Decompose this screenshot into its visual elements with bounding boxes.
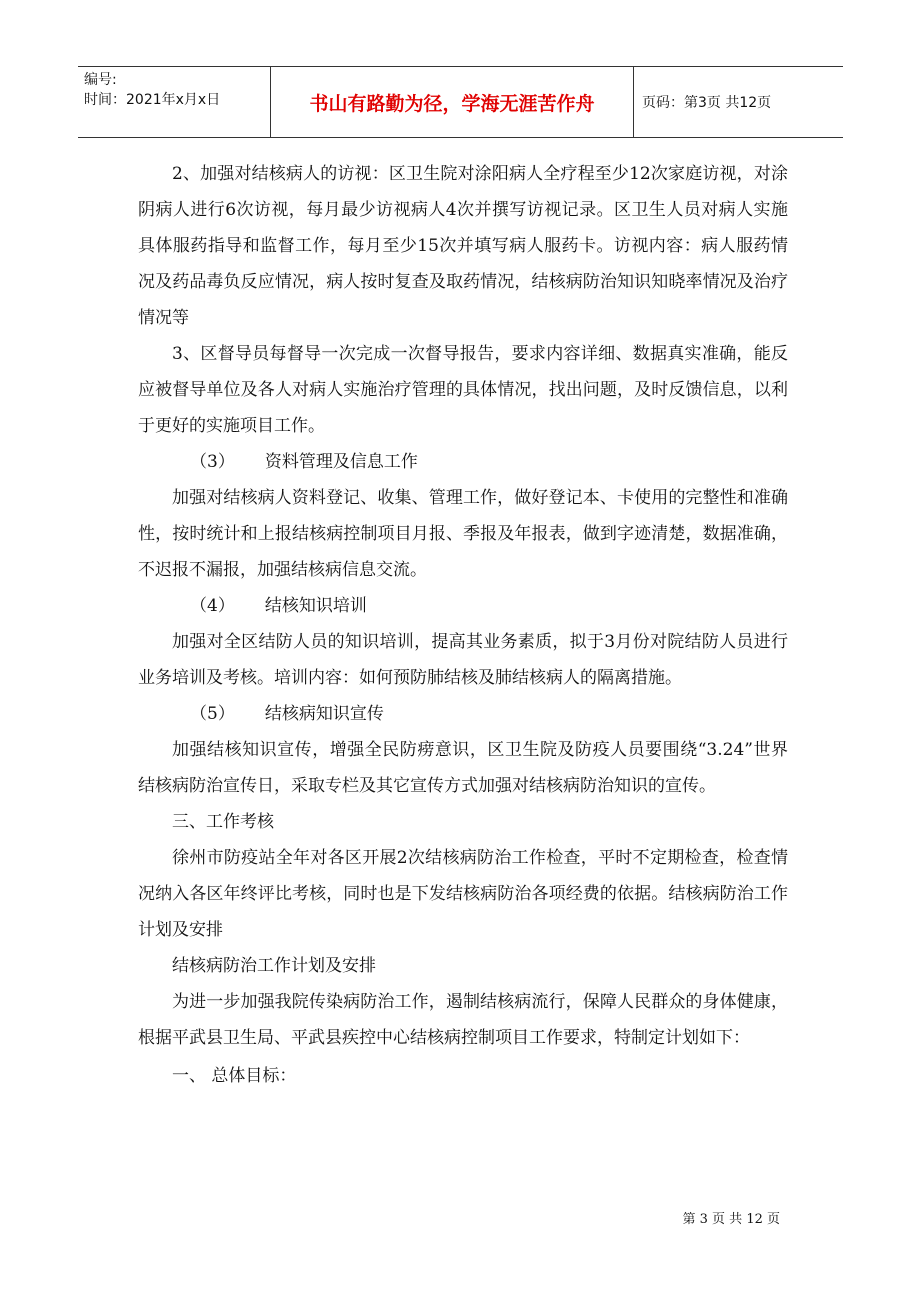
paragraph-plan-intro: 为进一步加强我院传染病防治工作，遏制结核病流行，保障人民群众的身体健康，根据平武县卫生局、平武县疾控中心结核病控制项目工作要求，特制定计划如下： [138,992,788,1048]
paragraph-plan-title: 结核病防治工作计划及安排 [172,956,376,976]
paragraph-assessment: 徐州市防疫站全年对各区开展2次结核病防治工作检查，平时不定期检查，检查情况纳入各区年终评比考核，同时也是下发结核病防治各项经费的依据。结核病防治工作计划及安排 [138,848,788,940]
section-3-heading [138,444,788,480]
header-motto: 书山有路勤为径，学海无涯苦作舟 [271,67,634,137]
paragraph-publicity: 加强结核知识宣传，增强全民防痨意识，区卫生院及防疫人员要围绕“3.24”世界结核病防治宣传日，采取专栏及其它宣传方式加强对结核病防治知识的宣传。 [138,740,788,796]
header-page-code: 页码：第3页 共12页 [642,95,772,111]
section-5-title: 结核病知识宣传 [264,704,384,724]
document-number-label: 编号: [84,72,117,88]
document-time: 时间：2021年x月x日 [84,92,221,108]
section-5-heading [138,696,788,732]
section-5-number: （5） [190,704,235,724]
section-3-title: 资料管理及信息工作 [264,452,418,472]
section-4-title: 结核知识培训 [264,596,367,616]
page-footer: 第 3 页 共 12 页 [682,1212,780,1227]
paragraph-training: 加强对全区结防人员的知识培训，提高其业务素质，拟于3月份对院结防人员进行业务培训及考核。培训内容：如何预防肺结核及肺结核病人的隔离措施。 [138,632,788,688]
section-3-number: （3） [190,452,235,472]
heading-overall-goal: 一、 总体目标： [172,1066,297,1086]
section-4-number: （4） [190,596,235,616]
page-header [78,66,843,138]
section-4-heading [138,588,788,624]
paragraph-data-management: 加强对结核病人资料登记、收集、管理工作，做好登记本、卡使用的完整性和准确性，按时统计和上报结核病控制项目月报、季报及年报表，做到字迹清楚，数据准确，不迟报不漏报，加强结核病信息交流。 [138,488,788,580]
heading-work-assessment: 三、工作考核 [172,812,274,832]
header-meta [78,67,271,137]
paragraph-supervision: 3、区督导员每督导一次完成一次督导报告，要求内容详细、数据真实准确，能反应被督导单位及各人对病人实施治疗管理的具体情况，找出问题，及时反馈信息，以利于更好的实施项目工作。 [138,344,788,436]
paragraph-visits: 2、加强对结核病人的访视：区卫生院对涂阳病人全疗程至少12次家庭访视，对涂阴病人进行6次访视，每月最少访视病人4次并撰写访视记录。区卫生人员对病人实施具体服药指导和监督工作，每月至少15次并填写病人服药卡。访视内容：病人服药情况及药品毒负反应情况，病人按时复查及取药情况，结核病防治知识知晓率情况及治疗情况等 [138,164,788,328]
document-body [138,156,788,1094]
